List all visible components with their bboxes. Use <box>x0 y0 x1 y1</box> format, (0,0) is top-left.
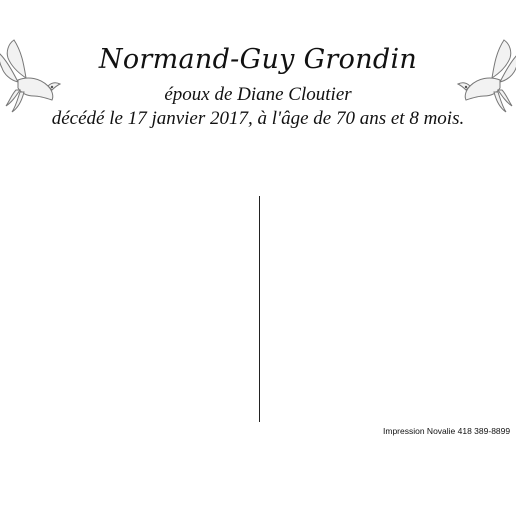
column-divider <box>259 196 260 422</box>
printer-credit: Impression Novalie 418 389-8899 <box>383 426 511 436</box>
death-date-line: décédé le 17 janvier 2017, à l'âge de 70 ans et 8 mois. <box>51 108 465 129</box>
deceased-name: Normand-Guy Grondin <box>98 44 418 75</box>
spouse-line: époux de Diane Cloutier <box>164 84 352 105</box>
